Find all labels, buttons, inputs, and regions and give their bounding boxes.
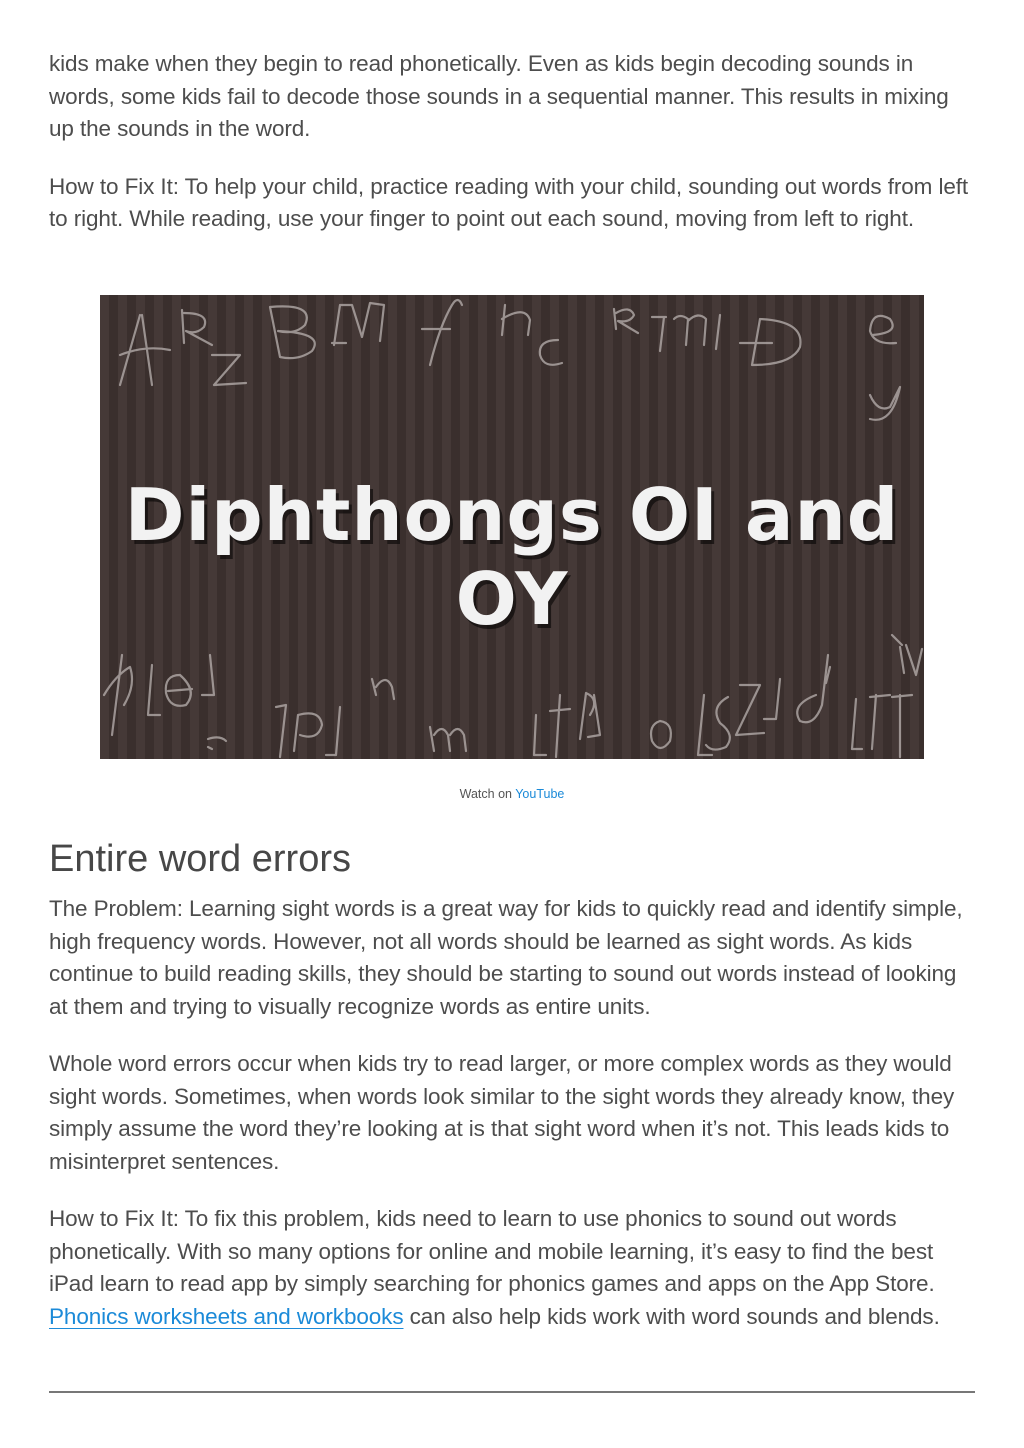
section-paragraph-2: Whole word errors occur when kids try to read larger, or more complex words as they would sight words. Sometimes, when words look similar to the sight words they already know, they simply assume the word they’re looking at is that sight word when it’s not. This leads kids to misinterpret sentences. (49, 1051, 955, 1174)
intro-text (49, 48, 975, 236)
video-embed[interactable] (100, 295, 924, 759)
fix-suffix: can also help kids work with word sounds and blends. (403, 1303, 940, 1329)
section-paragraph-1: The Problem: Learning sight words is a great way for kids to quickly read and identify simple, high frequency words. However, not all words should be learned as sight words. As kids continue to build reading skills, they should be starting to sound out words instead of looking at them and trying to visually recognize words as entire units. (49, 896, 963, 1019)
phonics-worksheets-link[interactable]: Phonics worksheets and workbooks (49, 1303, 404, 1329)
video-thumbnail[interactable] (100, 295, 924, 759)
youtube-link[interactable]: YouTube (515, 787, 565, 801)
video-title: Diphthongs OI and OY (124, 473, 900, 641)
section-paragraph-3 (49, 1203, 979, 1333)
watch-prefix: Watch on (459, 787, 512, 801)
horizontal-divider (49, 1391, 975, 1393)
section-heading: Entire word errors (49, 838, 351, 880)
intro-paragraph-1: kids make when they begin to read phonetically. Even as kids begin decoding sounds in words, some kids fail to decode those sounds in a sequential manner. This results in mixing up the sounds in the word. (49, 51, 949, 141)
section-body (49, 893, 979, 1333)
fix-prefix: How to Fix It: To fix this problem, kids need to learn to use phonics to sound out words phonetically. With so many options for online and mobile learning, it’s easy to find the best iPad learn to read app by simply searching for phonics games and apps on the App Store. (49, 1206, 935, 1296)
watch-on-youtube (0, 787, 1024, 801)
intro-paragraph-2: How to Fix It: To help your child, practice reading with your child, sounding out words from left to right. While reading, use your finger to point out each sound, moving from left to right. (49, 173, 969, 231)
